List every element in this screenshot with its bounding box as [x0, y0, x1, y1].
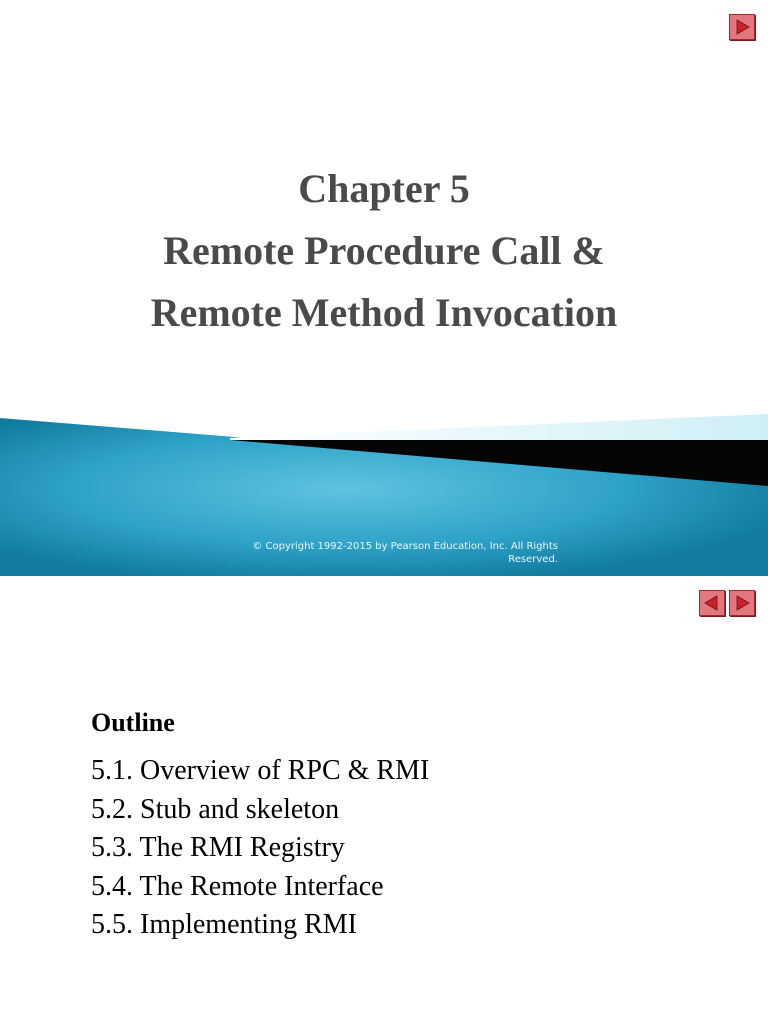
play-right-icon — [730, 591, 754, 615]
title-line-2: Remote Procedure Call & — [163, 228, 605, 273]
outline-item: 5.1. Overview of RPC & RMI — [91, 755, 430, 786]
slide-title — [0, 158, 768, 344]
outline-list — [91, 752, 429, 945]
title-line-3: Remote Method Invocation — [150, 290, 618, 335]
outline-slide — [0, 586, 768, 1024]
play-right-icon — [730, 15, 754, 39]
outline-heading: Outline — [91, 708, 175, 737]
next-slide-button[interactable] — [729, 14, 755, 40]
next-slide-button-2[interactable] — [729, 590, 755, 616]
play-left-icon — [700, 591, 724, 615]
outline-item: 5.3. The RMI Registry — [91, 832, 345, 863]
outline-item: 5.5. Implementing RMI — [91, 909, 357, 940]
outline-item: 5.2. Stub and skeleton — [91, 793, 340, 825]
copyright-notice: © Copyright 1992-2015 by Pearson Education, Inc. All Rights Reserved. — [252, 541, 558, 565]
title-line-1: Chapter 5 — [298, 166, 470, 211]
prev-slide-button[interactable] — [699, 590, 725, 616]
outline-item: 5.4. The Remote Interface — [91, 870, 384, 902]
